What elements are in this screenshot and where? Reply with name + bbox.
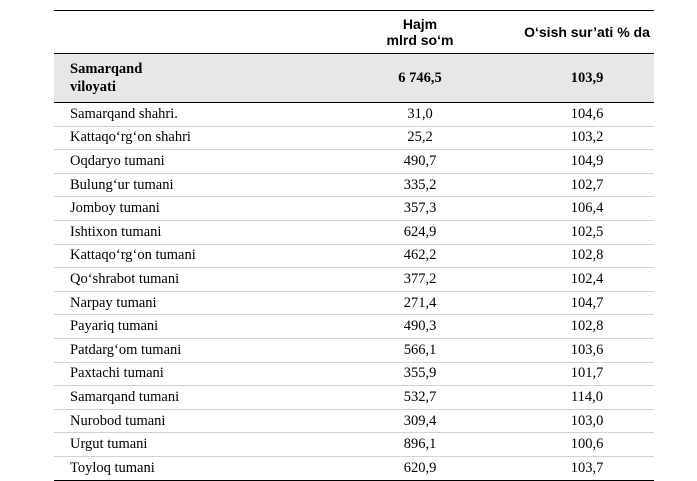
table-row	[54, 362, 654, 386]
growth-value: 100,6	[520, 433, 654, 457]
table-row	[54, 244, 654, 268]
regional-statistics-table	[54, 10, 654, 481]
growth-value: 102,7	[520, 173, 654, 197]
volume-value: 532,7	[320, 386, 520, 410]
volume-value: 624,9	[320, 220, 520, 244]
header-volume	[320, 11, 520, 54]
volume-value: 377,2	[320, 268, 520, 292]
table-row	[54, 386, 654, 410]
region-name: Jomboy tumani	[54, 197, 320, 221]
header-region	[54, 11, 320, 54]
region-name: Urgut tumani	[54, 433, 320, 457]
table-row	[54, 220, 654, 244]
total-region-name	[54, 54, 320, 103]
volume-value: 566,1	[320, 338, 520, 362]
header-volume-line1: Hajm	[402, 16, 438, 32]
volume-value: 309,4	[320, 409, 520, 433]
region-name: Nurobod tumani	[54, 409, 320, 433]
volume-value: 31,0	[320, 103, 520, 127]
growth-value: 101,7	[520, 362, 654, 386]
region-name: Patdarg‘om tumani	[54, 338, 320, 362]
region-name: Samarqand tumani	[54, 386, 320, 410]
region-name: Paxtachi tumani	[54, 362, 320, 386]
region-name: Ishtixon tumani	[54, 220, 320, 244]
region-name: Kattaqo‘rg‘on tumani	[54, 244, 320, 268]
growth-value: 103,6	[520, 338, 654, 362]
volume-value: 335,2	[320, 173, 520, 197]
growth-value: 102,4	[520, 268, 654, 292]
growth-value: 102,8	[520, 244, 654, 268]
growth-value: 102,5	[520, 220, 654, 244]
table-row	[54, 291, 654, 315]
growth-value: 103,2	[520, 126, 654, 150]
region-name: Qo‘shrabot tumani	[54, 268, 320, 292]
volume-value: 355,9	[320, 362, 520, 386]
region-name: Kattaqo‘rg‘on shahri	[54, 126, 320, 150]
total-name-line1: Samarqand	[70, 61, 143, 77]
growth-value: 106,4	[520, 197, 654, 221]
total-volume: 6 746,5	[398, 69, 442, 86]
table-row	[54, 150, 654, 174]
header-row	[54, 11, 654, 54]
header-volume-line2: mlrd so‘m	[386, 32, 454, 48]
volume-value: 896,1	[320, 433, 520, 457]
growth-value: 103,0	[520, 409, 654, 433]
volume-value: 271,4	[320, 291, 520, 315]
volume-value: 462,2	[320, 244, 520, 268]
table-body	[54, 54, 654, 481]
header-growth: O‘sish sur’ati % da	[524, 24, 650, 40]
total-name-line2: viloyati	[70, 79, 116, 95]
region-name: Bulung‘ur tumani	[54, 173, 320, 197]
region-name: Samarqand shahri.	[54, 103, 320, 127]
table-row	[54, 173, 654, 197]
document-page	[54, 0, 654, 476]
volume-value: 490,3	[320, 315, 520, 339]
table-row	[54, 338, 654, 362]
total-growth: 103,9	[570, 69, 604, 86]
volume-value: 620,9	[320, 456, 520, 480]
region-name: Oqdaryo tumani	[54, 150, 320, 174]
region-name: Narpay tumani	[54, 291, 320, 315]
region-name: Payariq tumani	[54, 315, 320, 339]
growth-value: 104,7	[520, 291, 654, 315]
volume-value: 25,2	[320, 126, 520, 150]
volume-value: 490,7	[320, 150, 520, 174]
table-row	[54, 456, 654, 480]
growth-value: 103,7	[520, 456, 654, 480]
region-name: Toyloq tumani	[54, 456, 320, 480]
table-row	[54, 409, 654, 433]
table-row	[54, 315, 654, 339]
table-header	[54, 11, 654, 54]
volume-value: 357,3	[320, 197, 520, 221]
table-row	[54, 433, 654, 457]
table-row	[54, 103, 654, 127]
growth-value: 114,0	[520, 386, 654, 410]
table-row	[54, 197, 654, 221]
table-row	[54, 268, 654, 292]
growth-value: 104,9	[520, 150, 654, 174]
growth-value: 102,8	[520, 315, 654, 339]
total-row	[54, 54, 654, 103]
growth-value: 104,6	[520, 103, 654, 127]
table-row	[54, 126, 654, 150]
